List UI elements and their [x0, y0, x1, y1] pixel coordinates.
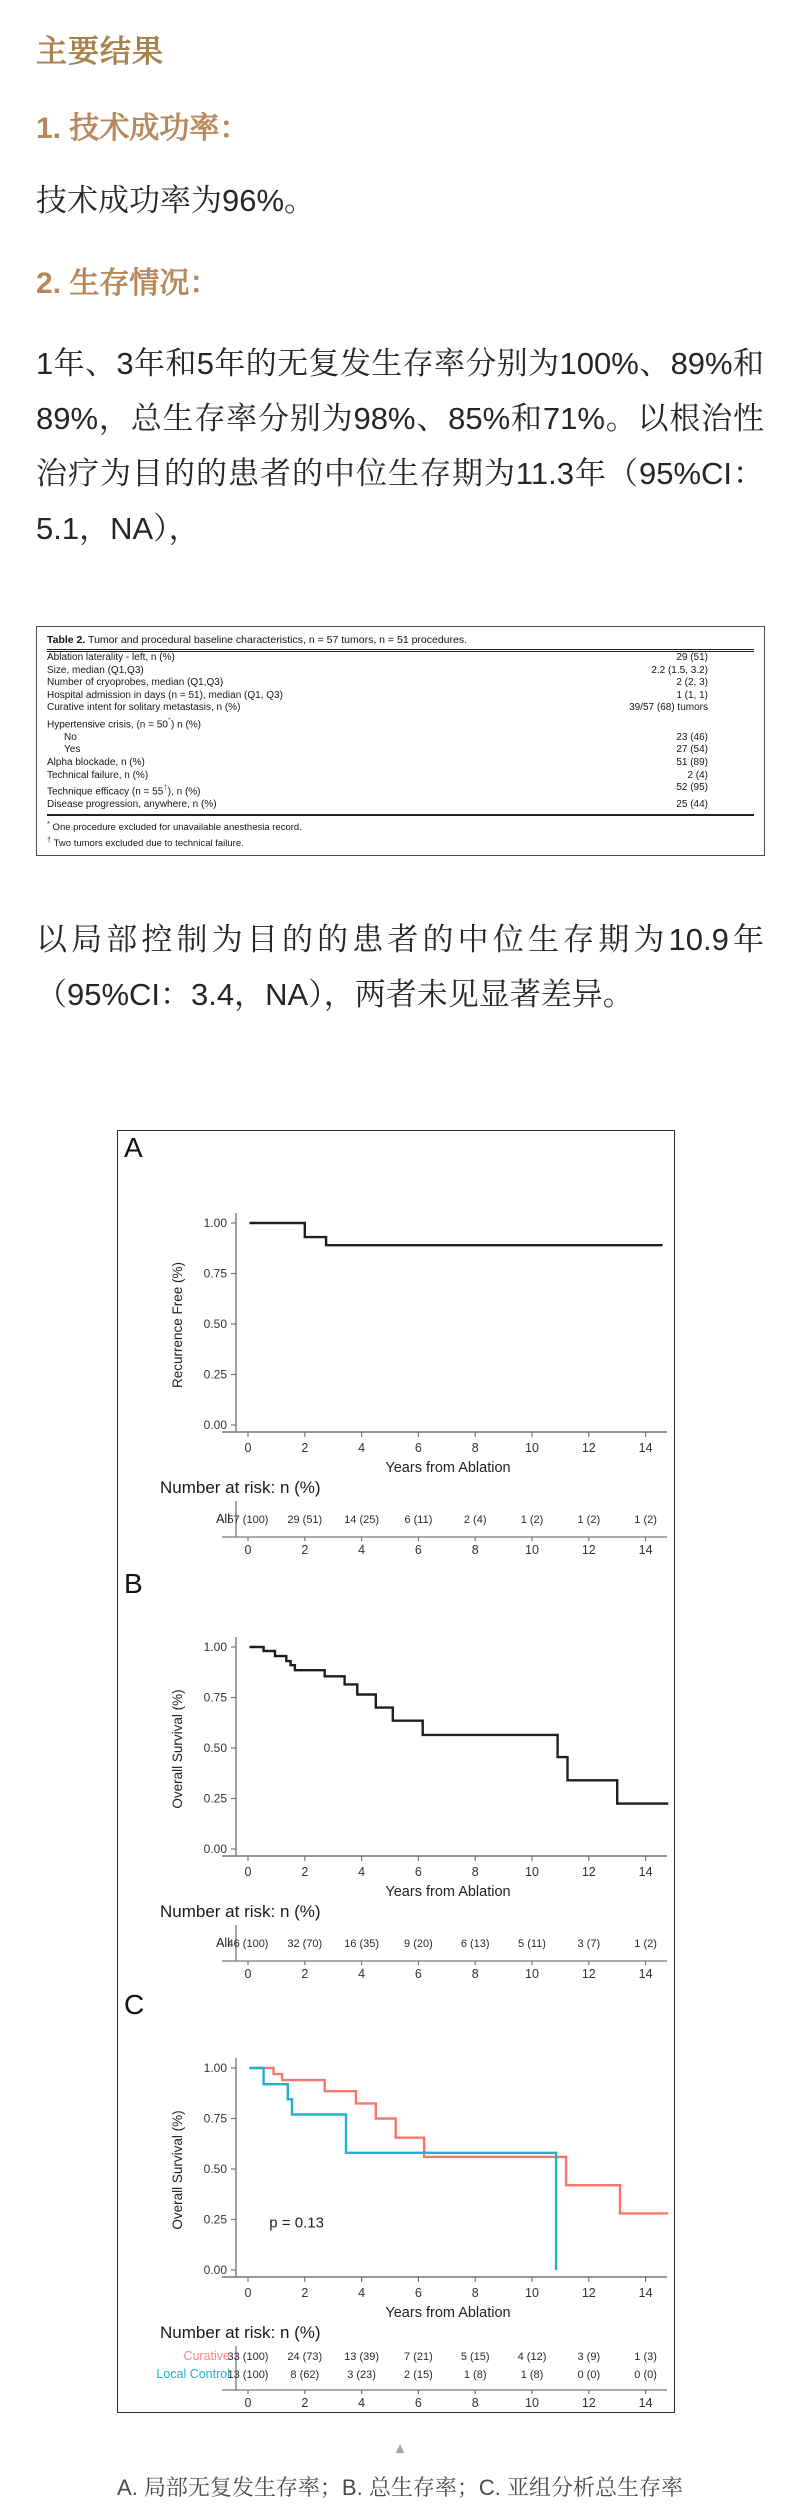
km-figure [117, 1130, 675, 2413]
svg-text:2 (4): 2 (4) [463, 1514, 487, 1527]
svg-text:0.25: 0.25 [203, 1791, 227, 1806]
svg-text:6: 6 [414, 1543, 422, 1558]
table2-body [47, 652, 754, 812]
svg-text:2: 2 [301, 1441, 309, 1456]
table2-cell-value: 27 (54) [676, 744, 708, 756]
svg-text:12: 12 [581, 2286, 596, 2301]
svg-text:6: 6 [414, 1865, 422, 1880]
km-panel-a [118, 1131, 674, 1567]
table2-footnote: * One procedure excluded for unavailable anesthesia record. [47, 818, 302, 833]
svg-text:1.00: 1.00 [203, 2061, 227, 2076]
svg-text:4: 4 [358, 1543, 366, 1558]
svg-text:1.00: 1.00 [203, 1640, 227, 1655]
svg-text:2: 2 [301, 1865, 309, 1880]
table2-footnote: † Two tumors excluded due to technical failure. [47, 834, 244, 850]
table2-cell-value: 52 (95) [676, 782, 708, 794]
panel-letter-b: B [124, 1568, 143, 1600]
svg-text:14: 14 [638, 1543, 653, 1558]
svg-text:6 (13): 6 (13) [460, 1938, 490, 1951]
table2-cell-label: Ablation laterality - left, n (%) [47, 652, 175, 663]
svg-text:8: 8 [471, 1543, 479, 1558]
svg-text:Overall Survival (%): Overall Survival (%) [170, 1689, 185, 1809]
svg-text:Years from Ablation: Years from Ablation [385, 1460, 511, 1477]
table2-title [47, 634, 754, 652]
svg-text:24 (73): 24 (73) [287, 2351, 323, 2364]
table2-cell-value: 2 (4) [687, 769, 708, 781]
table2-cell-value: 2.2 (1.5, 3.2) [651, 664, 708, 676]
svg-text:2: 2 [301, 2286, 309, 2301]
svg-text:4: 4 [358, 1865, 366, 1880]
table2-footnotes [47, 814, 754, 850]
svg-text:13 (39): 13 (39) [344, 2351, 380, 2364]
table2-row [47, 770, 754, 783]
table2-row [47, 732, 754, 745]
svg-text:All: All [216, 1512, 230, 1527]
svg-text:6: 6 [414, 2396, 422, 2411]
svg-text:0.50: 0.50 [203, 2162, 227, 2177]
table2-cell-label: Yes [64, 744, 81, 756]
svg-text:3 (9): 3 (9) [577, 2351, 601, 2364]
svg-text:6: 6 [414, 1441, 422, 1456]
svg-text:0.00: 0.00 [203, 2263, 227, 2278]
svg-text:0: 0 [244, 2286, 252, 2301]
svg-text:Local Control: Local Control [156, 2367, 230, 2382]
table2-row [47, 757, 754, 770]
svg-text:32 (70): 32 (70) [287, 1938, 323, 1951]
svg-text:0.00: 0.00 [203, 1418, 227, 1433]
svg-text:16 (35): 16 (35) [344, 1938, 380, 1951]
table2-cell-value: 39/57 (68) tumors [629, 702, 708, 714]
svg-text:12: 12 [581, 1543, 596, 1558]
table2-row [47, 677, 754, 690]
svg-text:12: 12 [581, 1441, 596, 1456]
table2-cell-label: Alpha blockade, n (%) [47, 757, 145, 769]
table2-row [47, 799, 754, 812]
svg-text:6: 6 [414, 2286, 422, 2301]
collapse-triangle-row [36, 2439, 764, 2459]
table2-cell-label: Technique efficacy (n = 55†), n (%) [47, 783, 201, 798]
table2-title-rest: Tumor and procedural baseline characteristics, n = 57 tumors, n = 51 procedures. [85, 634, 468, 646]
svg-text:0: 0 [244, 1967, 252, 1982]
table2-cell-label: Technical failure, n (%) [47, 769, 149, 781]
svg-text:4: 4 [358, 1441, 366, 1456]
section-heading-survival: 2. 生存情况： [36, 267, 220, 300]
panel-letter-c: C [124, 1989, 145, 2021]
svg-text:5 (11): 5 (11) [518, 1938, 546, 1951]
svg-text:5 (15): 5 (15) [460, 2351, 490, 2364]
panel-letter-a: A [124, 1132, 143, 1164]
table2-row [47, 715, 754, 732]
svg-text:Years from Ablation: Years from Ablation [385, 1884, 511, 1901]
svg-text:12: 12 [581, 1967, 596, 1982]
svg-text:4: 4 [358, 1967, 366, 1982]
table2-row [47, 702, 754, 715]
svg-text:14: 14 [638, 1441, 653, 1456]
svg-text:4: 4 [358, 2396, 366, 2411]
km-plot-svg-b [118, 1599, 671, 1901]
table2-cell-value: 29 (51) [676, 652, 708, 663]
svg-text:3 (23): 3 (23) [347, 2369, 376, 2382]
table2-row [47, 652, 754, 665]
collapse-triangle-icon[interactable]: ▲ [392, 2440, 408, 2458]
svg-text:0: 0 [244, 1865, 252, 1880]
table2-cell-value [509, 715, 754, 732]
svg-text:8: 8 [471, 2396, 479, 2411]
page-title: 主要结果 [36, 34, 164, 69]
table2-cell-value: 25 (44) [676, 799, 708, 811]
svg-text:10: 10 [525, 1441, 539, 1456]
svg-text:10: 10 [525, 1543, 539, 1558]
table2-cell-label: No [64, 731, 77, 743]
svg-text:0: 0 [244, 1441, 252, 1456]
svg-text:0.75: 0.75 [203, 1266, 227, 1281]
svg-text:12: 12 [581, 2396, 596, 2411]
svg-text:Recurrence Free (%): Recurrence Free (%) [170, 1262, 185, 1389]
svg-text:0.50: 0.50 [203, 1317, 227, 1332]
svg-text:3 (7): 3 (7) [577, 1938, 601, 1951]
table2-cell-label: Curative intent for solitary metastasis, n (%) [47, 702, 241, 714]
svg-text:13 (100): 13 (100) [227, 2369, 269, 2382]
risk-table-title: Number at risk: n (%) [160, 1478, 321, 1498]
svg-text:1 (3): 1 (3) [634, 2351, 657, 2364]
svg-text:14: 14 [638, 2286, 653, 2301]
figure-caption: A. 局部无复发生存率；B. 总生存率；C. 亚组分析总生存率 [117, 2475, 683, 2501]
table2-cell-value: 51 (89) [676, 757, 708, 769]
svg-text:8: 8 [471, 2286, 479, 2301]
svg-text:2: 2 [301, 2396, 309, 2411]
svg-text:p = 0.13: p = 0.13 [269, 2214, 324, 2232]
table2 [36, 626, 765, 856]
table2-cell-label: Number of cryoprobes, median (Q1,Q3) [47, 677, 224, 689]
svg-text:0 (0): 0 (0) [634, 2369, 657, 2382]
svg-text:8: 8 [471, 1865, 479, 1880]
table2-cell-label: Disease progression, anywhere, n (%) [47, 799, 217, 811]
svg-text:10: 10 [525, 1967, 539, 1982]
svg-text:8 (62): 8 (62) [290, 2369, 320, 2382]
svg-text:57 (100): 57 (100) [227, 1514, 269, 1527]
svg-text:10: 10 [525, 1865, 539, 1880]
svg-text:0.00: 0.00 [203, 1842, 227, 1857]
svg-text:1 (2): 1 (2) [634, 1514, 657, 1527]
svg-text:46 (100): 46 (100) [227, 1938, 269, 1951]
svg-text:10: 10 [525, 2396, 539, 2411]
svg-text:2: 2 [301, 1967, 309, 1982]
svg-text:0.25: 0.25 [203, 1367, 227, 1382]
svg-text:1 (8): 1 (8) [463, 2369, 487, 2382]
svg-text:6: 6 [414, 1967, 422, 1982]
svg-text:14: 14 [638, 2396, 653, 2411]
paragraph-survival-1: 1年、3年和5年的无复发生存率分别为100%、89%和89%，总生存率分别为98%、85%和71%。以根治性治疗为目的的患者的中位生存期为11.3年（95%CI：5.1，NA）， [36, 346, 764, 546]
svg-text:All: All [216, 1936, 230, 1951]
svg-text:1 (8): 1 (8) [520, 2369, 544, 2382]
svg-text:14: 14 [638, 1865, 653, 1880]
table2-cell-label: Hypertensive crisis, (n = 50*) n (%) [47, 715, 202, 731]
svg-text:9 (20): 9 (20) [404, 1938, 433, 1951]
svg-text:0.25: 0.25 [203, 2212, 227, 2227]
risk-table-title: Number at risk: n (%) [160, 2323, 321, 2343]
km-plot-svg-a [118, 1175, 671, 1477]
table2-cell-value: 2 (2, 3) [676, 677, 708, 689]
svg-text:1 (2): 1 (2) [634, 1938, 657, 1951]
table2-row [47, 665, 754, 678]
svg-text:0: 0 [244, 2396, 252, 2411]
svg-text:0 (0): 0 (0) [577, 2369, 601, 2382]
table2-cell-label: Hospital admission in days (n = 51), median (Q1, Q3) [47, 689, 283, 701]
table2-row [47, 782, 754, 799]
svg-text:12: 12 [581, 1865, 596, 1880]
svg-text:0.50: 0.50 [203, 1741, 227, 1756]
km-panel-b [118, 1567, 674, 1988]
svg-text:4 (12): 4 (12) [517, 2351, 547, 2364]
svg-text:0: 0 [244, 1543, 252, 1558]
svg-text:Years from Ablation: Years from Ablation [385, 2305, 511, 2322]
svg-text:4: 4 [358, 2286, 366, 2301]
risk-table-title: Number at risk: n (%) [160, 1902, 321, 1922]
table2-cell-value: 23 (46) [676, 731, 708, 743]
table2-row [47, 744, 754, 757]
svg-text:0.75: 0.75 [203, 1690, 227, 1705]
km-risk-svg-c [118, 2344, 671, 2412]
km-panel-c [118, 1988, 674, 2412]
km-risk-svg-a [118, 1499, 671, 1565]
svg-text:8: 8 [471, 1967, 479, 1982]
svg-text:1 (2): 1 (2) [577, 1514, 601, 1527]
svg-text:7 (21): 7 (21) [404, 2351, 433, 2364]
svg-text:10: 10 [525, 2286, 539, 2301]
svg-text:2 (15): 2 (15) [404, 2369, 433, 2382]
svg-text:29 (51): 29 (51) [287, 1514, 323, 1527]
section-heading-technical-success: 1. 技术成功率： [36, 112, 250, 145]
svg-text:8: 8 [471, 1441, 479, 1456]
km-risk-svg-b [118, 1923, 671, 1988]
svg-text:Curative: Curative [183, 2349, 230, 2364]
svg-text:33 (100): 33 (100) [227, 2351, 269, 2364]
svg-text:14 (25): 14 (25) [344, 1514, 380, 1527]
km-plot-svg-c [118, 2020, 671, 2322]
svg-text:0.75: 0.75 [203, 2111, 227, 2126]
table2-title-bold: Table 2. [47, 634, 86, 646]
svg-text:14: 14 [638, 1967, 653, 1982]
svg-text:2: 2 [301, 1543, 309, 1558]
svg-text:1.00: 1.00 [203, 1216, 227, 1231]
table2-cell-value: 1 (1, 1) [676, 689, 708, 701]
svg-text:6 (11): 6 (11) [404, 1514, 433, 1527]
paragraph-survival-2: 以局部控制为目的的患者的中位生存期为10.9年（95%CI：3.4，NA），两者未见显著差异。 [36, 922, 764, 1013]
paragraph-technical-success: 技术成功率为96%。 [36, 183, 316, 218]
svg-text:Overall Survival (%): Overall Survival (%) [170, 2110, 185, 2230]
table2-cell-label: Size, median (Q1,Q3) [47, 664, 144, 676]
svg-text:1 (2): 1 (2) [520, 1514, 544, 1527]
table2-row [47, 690, 754, 703]
